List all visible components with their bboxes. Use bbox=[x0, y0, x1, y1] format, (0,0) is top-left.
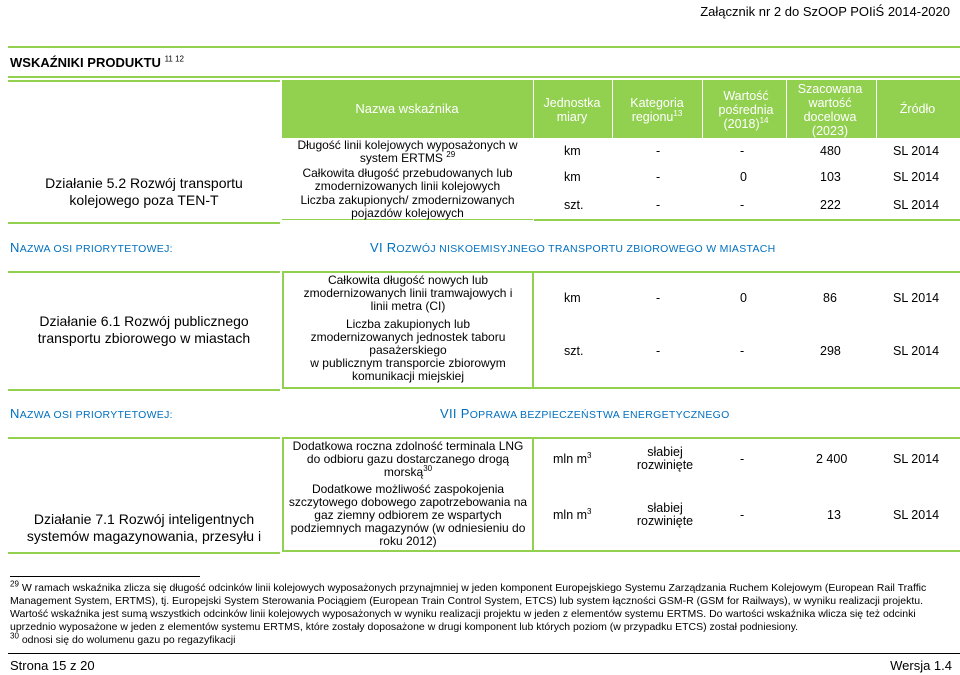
row7-1-unit: mln $m^3$ bbox=[553, 450, 592, 466]
osi-label-7: NAZWA OSI PRIORYTETOWEJ: bbox=[10, 406, 173, 421]
document-header: Załącznik nr 2 do SzOOP POIiŚ 2014-2020 bbox=[700, 4, 950, 19]
row2-doc: 103 bbox=[820, 170, 841, 184]
section-title-bar bbox=[8, 46, 960, 78]
row6-1-unit: km bbox=[564, 291, 581, 305]
row7-2-src: SL 2014 bbox=[893, 508, 940, 522]
dzialanie-6-1-cell bbox=[8, 271, 280, 391]
indicator-rail-vehicles: Liczba zakupionych/ zmodernizowanych pojazdów kolejowych bbox=[300, 193, 515, 220]
osi-label-6: NAZWA OSI PRIORYTETOWEJ: bbox=[10, 240, 173, 255]
row6-1-doc: 86 bbox=[823, 291, 837, 305]
row7-1-src: SL 2014 bbox=[893, 452, 940, 466]
page-number: Strona 15 z 20 bbox=[10, 658, 95, 673]
row7-1-kat: słabiej rozwinięte bbox=[636, 445, 694, 472]
row1-pos: - bbox=[740, 144, 745, 158]
row2-pos: 0 bbox=[740, 170, 747, 184]
row6-2-src: SL 2014 bbox=[893, 344, 940, 358]
indicator-gas-storage: Dodatkowe możliwość zaspokojenia szczytowego dobowego zapotrzebowania na gaz ziemny odbiorem ze wspartych podziemnych magazynów (w odniesieniu do roku 2012) bbox=[288, 482, 528, 548]
header-jednostka: Jednostka miary bbox=[543, 96, 601, 124]
indicator-ertms: Długość linii kolejowych wyposażonych w system ERTMS $^{29}$ bbox=[297, 138, 518, 165]
footnote-separator bbox=[10, 576, 200, 577]
row7-2-kat: słabiej rozwinięte bbox=[636, 501, 694, 528]
row6-1-src: SL 2014 bbox=[893, 291, 940, 305]
row2-src: SL 2014 bbox=[893, 170, 940, 184]
row7-1-doc: 2 400 bbox=[816, 452, 848, 466]
row6-2-unit: szt. bbox=[564, 344, 584, 358]
row7-2-pos: - bbox=[740, 508, 745, 522]
row7-2-unit: mln $m^3$ bbox=[553, 506, 592, 522]
row7-1-pos: - bbox=[740, 452, 745, 466]
dzialanie-5-2-cell bbox=[8, 80, 280, 224]
row6-2-pos: - bbox=[740, 344, 745, 358]
row6-1-pos: 0 bbox=[740, 291, 747, 305]
row6-2-kat: - bbox=[656, 344, 661, 358]
version-label: Wersja 1.4 bbox=[890, 658, 952, 673]
dzialanie-6-1-label: Działanie 6.1 Rozwój publicznego transportu zbiorowego w miastach bbox=[37, 313, 251, 346]
header-docelowa: Szacowana wartość docelowa (2023) bbox=[797, 82, 863, 138]
header-kategoria: Kategoria regionu$^{13}$ bbox=[630, 96, 684, 124]
osi-title-6: VI ROZWÓJ NISKOEMISYJNEGO TRANSPORTU ZBIOROWEGO W MIASTACH bbox=[370, 240, 776, 255]
indicator-modernised-rail: Całkowita długość przebudowanych lub zmodernizowanych linii kolejowych bbox=[302, 166, 513, 193]
row3-unit: szt. bbox=[564, 198, 584, 212]
row1-doc: 480 bbox=[820, 144, 841, 158]
row3-kat: - bbox=[656, 198, 661, 212]
dzialanie-7-1-cell bbox=[8, 437, 280, 554]
row6-2-doc: 298 bbox=[820, 344, 841, 358]
row1-src: SL 2014 bbox=[893, 144, 940, 158]
header-zrodlo: Źródło bbox=[899, 102, 936, 116]
footnote-30: $^{30}$ odnosi się do wolumenu gazu po regazyfikacji bbox=[10, 631, 236, 646]
row1-kat: - bbox=[656, 144, 661, 158]
indicator-tram-lines: Całkowita długość nowych lub zmodernizowanych linii tramwajowych i linii metra (CI) bbox=[303, 273, 513, 313]
indicator-passenger-fleet: Liczba zakupionych lub zmodernizowanych jednostek taboru pasażerskiego w publicznym transporcie zbiorowym komunikacji miejskiej bbox=[310, 317, 506, 383]
section-title: WSKAŹNIKI PRODUKTU $^{11 12}$ bbox=[10, 54, 184, 70]
row7-2-doc: 13 bbox=[827, 508, 841, 522]
row3-pos: - bbox=[740, 198, 745, 212]
row1-unit: km bbox=[564, 144, 581, 158]
row3-doc: 222 bbox=[820, 198, 841, 212]
osi-title-7: VII POPRAWA BEZPIECZEŃSTWA ENERGETYCZNEGO bbox=[440, 406, 730, 421]
dzialanie-7-1-label: Działanie 7.1 Rozwój inteligentnych systemów magazynowania, przesyłu i bbox=[26, 511, 262, 544]
row2-unit: km bbox=[564, 170, 581, 184]
footnote-29: $^{29}$ W ramach wskaźnika zlicza się długość odcinków linii kolejowych wyposażonych przynajmniej w jeden komponent Europejskiego Systemu Zarządzania Ruchem Kolejowym (European Rail Traffic Management System, ERTMS), tj. Europejski System Sterowania Pociągiem (European Train Control System, ETCS) lub system łączności GSM-R (GSM for Railways), w wyniku realizacji projektu. Wartość wskaźnika jest sumą wszystkich odcinków linii kolejowych wyposażonych w wyniku realizacji projektu w jeden z elementów systemu ERTMS. Do wartości wskaźnika wlicza się też odcinki uprzednio wyposażone w jeden z elementów systemu ERTMS, które zostały doposażone w drugi komponent lub których poziom (w przypadku ETCS) został podniesiony. bbox=[10, 579, 927, 633]
row6-1-kat: - bbox=[656, 291, 661, 305]
footer-rule bbox=[8, 653, 960, 654]
row2-kat: - bbox=[656, 170, 661, 184]
header-posrednia: Wartość pośrednia $(2018)^{14}$ bbox=[718, 89, 774, 131]
dzialanie-5-2-label: Działanie 5.2 Rozwój transportu kolejowego poza TEN-T bbox=[45, 175, 243, 208]
row3-src: SL 2014 bbox=[893, 198, 940, 212]
indicator-lng-terminal: Dodatkowa roczna zdolność terminala LNG do odbioru gazu dostarczanego drogą morską$^{30}$ bbox=[292, 439, 524, 479]
header-nazwa: Nazwa wskaźnika bbox=[355, 101, 459, 116]
